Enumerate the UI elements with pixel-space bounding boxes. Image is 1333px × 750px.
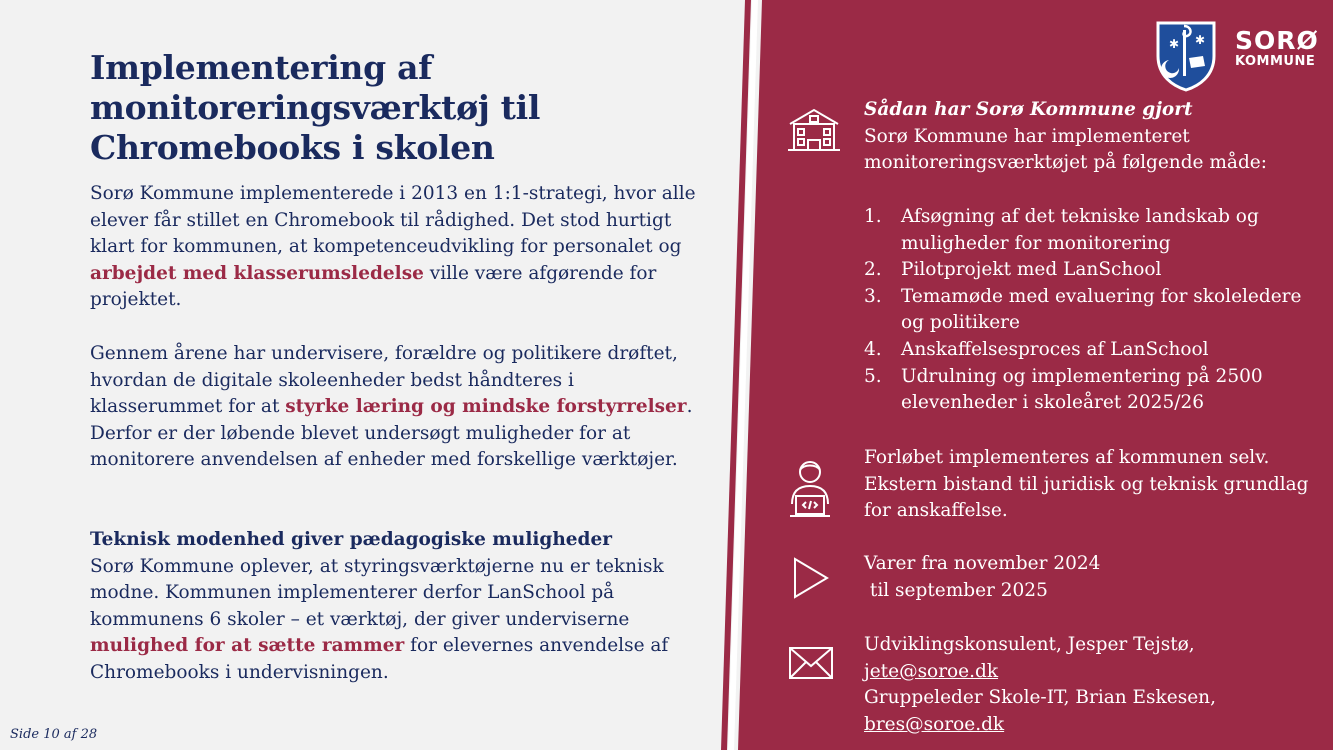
execution-text: Forløbet implementeres af kommunen selv. Ekstern bistand til juridisk og teknisk grundlag for anskaffelse. xyxy=(864,447,1309,522)
school-building-icon xyxy=(786,104,842,154)
highlight-frames: mulighed for at sætte rammer xyxy=(90,635,405,657)
email-link[interactable]: bres@soroe.dk xyxy=(864,713,1005,735)
highlight-learning: styrke læring og mindske forstyrrelser xyxy=(285,396,687,418)
steps-list xyxy=(864,204,1304,417)
list-item: 3. Temamøde med evaluering for skoleledere og politikere xyxy=(864,285,1302,334)
page-number: Side 10 af 28 xyxy=(10,727,98,742)
page-title: Implementering af monitoreringsværktøj til Chromebooks i skolen xyxy=(90,48,541,167)
approach-section xyxy=(864,97,1324,177)
contact-name: Udviklingskonsulent, Jesper Tejstø, xyxy=(864,634,1195,655)
background-paragraph: Gennem årene har undervisere, forældre og politikere drøftet, hvordan de digitale skoleenheder bedst håndteres i klasserummet for at styrke læring og mindske forstyrrelser. Derfor er der løbende blevet undersøgt muligheder for at monitorere anvendelsen af enheder med forskellige værktøjer. xyxy=(90,343,693,471)
person-laptop-icon xyxy=(786,456,834,520)
highlight-classroom-management: arbejdet med klasserumsledelse xyxy=(90,262,424,284)
email-link[interactable]: jete@soroe.dk xyxy=(864,660,999,682)
list-item: 2. Pilotprojekt med LanSchool xyxy=(864,259,1162,281)
envelope-icon xyxy=(788,646,834,680)
contacts xyxy=(864,632,1319,738)
svg-text:✱: ✱ xyxy=(1169,37,1180,51)
list-item: 4. Anskaffelsesproces af LanSchool xyxy=(864,338,1209,360)
soroe-logo-text: SORØ KOMMUNE xyxy=(1235,26,1319,69)
intro-paragraph: Sorø Kommune implementerede i 2013 en 1:1-strategi, hvor alle elever får stillet en Chromebook til rådighed. Det stod hurtigt klart for kommunen, at kompetenceudvikling for personalet og arbejdet med klasserumsledelse ville være afgørende for projektet. xyxy=(90,183,696,311)
list-item: 5. Udrulning og implementering på 2500 elevenheder i skoleåret 2025/26 xyxy=(864,365,1263,414)
maturity-heading: Teknisk modenhed giver pædagogiske muligheder xyxy=(90,529,612,550)
contact-name: Gruppeleder Skole-IT, Brian Eskesen, xyxy=(864,687,1216,709)
approach-intro: Sorø Kommune har implementeret monitoreringsværktøjet på følgende måde: xyxy=(864,125,1267,174)
approach-title: Sådan har Sorø Kommune gjort xyxy=(864,99,1193,120)
duration-text: Varer fra november 2024 til september 2025 xyxy=(864,553,1101,601)
maturity-paragraph: Teknisk modenhed giver pædagogiske muligheder Sorø Kommune oplever, at styringsværktøjerne nu er teknisk modne. Kommunen implementerer derfor LanSchool på kommunens 6 skoler – et værktøj, der giver underviserne mulighed for at sætte rammer for elevernes anvendelse af Chromebooks i undervisningen. xyxy=(90,529,669,683)
soroe-coat-of-arms-icon xyxy=(1155,20,1217,92)
list-item: 1. Afsøgning af det tekniske landskab og muligheder for monitorering xyxy=(864,206,1259,254)
svg-text:✱: ✱ xyxy=(1195,33,1206,47)
play-arrow-icon xyxy=(791,556,831,600)
